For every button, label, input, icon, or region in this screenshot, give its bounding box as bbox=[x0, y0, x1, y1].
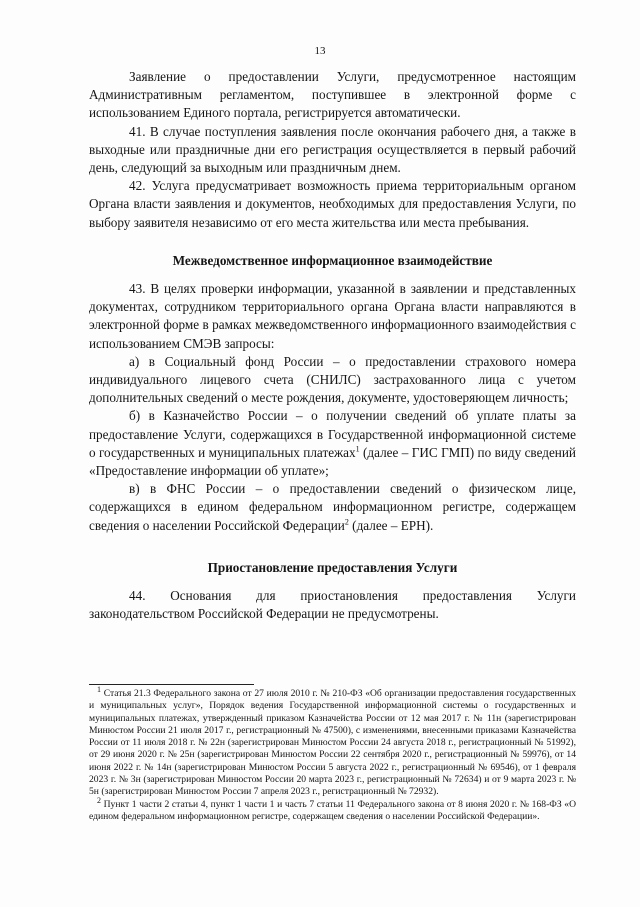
footnote-ref-1: 1 bbox=[355, 444, 360, 454]
footnote-ref-2: 2 bbox=[344, 517, 349, 527]
footnote-separator bbox=[89, 684, 254, 685]
heading-interagency-interaction: Межведомственное информационное взаимодействие bbox=[172, 252, 493, 268]
paragraph-43: 43. В целях проверки информации, указанной в заявлении и представленных документах, сотрудником территориального органа Органа власти направляются в электронной форме в рамках межведомственного информационного взаимодействия с использованием СМЭВ запросы: bbox=[89, 281, 576, 351]
paragraph-43-a: а) в Социальный фонд России – о предоставлении страхового номера индивидуального лицевого счета (СНИЛС) застрахованного лица с учетом дополнительных сведений о месте рождения, документе, удостоверяющем личность; bbox=[89, 353, 576, 406]
paragraph-43-c bbox=[89, 480, 576, 535]
paragraph-41: 41. В случае поступления заявления после окончания рабочего дня, а также в выходные или праздничные дни его регистрация осуществляется в первый рабочий день, следующий за выходным или праздничным днем. bbox=[89, 123, 576, 176]
footnote-2-text: Пункт 1 части 2 статьи 4, пункт 1 части 1 и часть 7 статьи 11 Федерального закона от 8 июня 2020 г. № 168-ФЗ «О едином федеральном информационном регистре, содержащем сведения о населении Российской Федерации». bbox=[89, 798, 576, 822]
document-body bbox=[89, 68, 576, 623]
footnote-marker-1: 1 bbox=[97, 684, 101, 694]
paragraph-44: 44. Основания для приостановления предоставления Услуги законодательством Российской Федерации не предусмотрены. bbox=[89, 588, 576, 622]
footnote-1-text: Статья 21.3 Федерального закона от 27 июля 2010 г. № 210-ФЗ «Об организации предоставления государственных и муниципальных услуг», Порядок ведения Государственной информационной системы о государственных и муниципальных платежах, утвержденный приказом Казначейства России от 12 мая 2017 г. № 11н (зарегистрирован Минюстом России 21 июля 2017 г., регистрационный № 47500), с изменениями, внесенными приказами Казначейства России от 11 июля 2018 г. № 22н (зарегистрирован Минюстом России 24 августа 2018 г., регистрационный № 51992), от 29 июня 2020 г. № 25н (зарегистрирован Минюстом России 22 сентября 2020 г., регистрационный № 59976), от 14 июня 2022 г. № 14н (зарегистрирован Минюстом России 5 августа 2022 г., регистрационный № 69546), от 1 февраля 2023 г. № 3н (зарегистрирован Минюстом России 20 марта 2023 г., регистрационный № 72634) и от 9 марта 2023 г. № 5н (зарегистрирован Минюстом России 7 апреля 2023 г., регистрационный № 72932). bbox=[89, 688, 576, 798]
heading-suspension: Приостановление предоставления Услуги bbox=[207, 559, 458, 575]
page-number: 13 bbox=[314, 45, 326, 57]
paragraph-43-b-tail: (далее – ГИС ГМП) по виду сведений «Предоставление информации об уплате»; bbox=[89, 444, 576, 479]
paragraph-43-b bbox=[89, 407, 576, 480]
paragraph-43-b-text: б) в Казначейство России – о получении сведений об уплате платы за предоставление Услуги, содержащихся в Государственной информационной системе о государственных и муниципальных платежах bbox=[89, 408, 576, 460]
footnotes bbox=[89, 684, 576, 823]
footnote-1 bbox=[89, 684, 576, 799]
paragraph-intro: Заявление о предоставлении Услуги, предусмотренное настоящим Административным регламентом, поступившее в электронной форме с использованием Единого портала, регистрируется автоматически. bbox=[89, 69, 576, 121]
paragraph-42: 42. Услуга предусматривает возможность приема территориальным органом Органа власти заявления и документов, необходимых для предоставления Услуги, по выбору заявителя независимо от его места жительства или места пребывания. bbox=[89, 178, 576, 230]
footnote-2 bbox=[89, 795, 576, 824]
footnote-marker-2: 2 bbox=[97, 795, 101, 805]
paragraph-43-c-tail: (далее – ЕРН). bbox=[348, 517, 434, 533]
paragraph-43-c-text: в) в ФНС России – о предоставлении сведений о физическом лице, содержащихся в едином федеральном информационном регистре, содержащем сведения о населении Российской Федерации bbox=[89, 481, 576, 533]
